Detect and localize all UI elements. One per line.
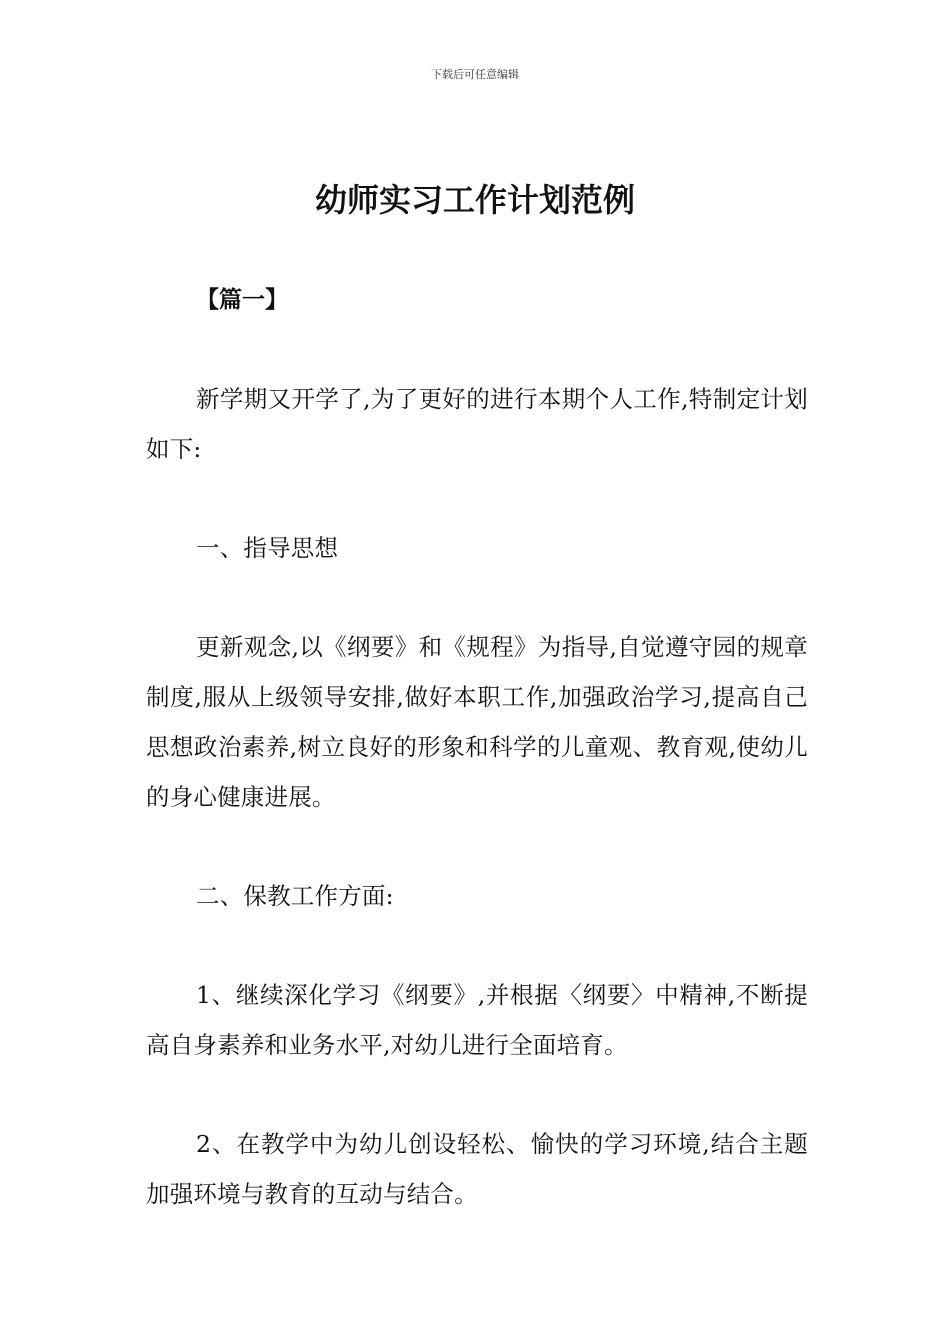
list-item-1: 1、继续深化学习《纲要》,并根据〈纲要〉中精神,不断提高自身素养和业务水平,对幼儿进行全面培育。 [146,981,808,1059]
guiding-thought-paragraph: 更新观念,以《纲要》和《规程》为指导,自觉遵守园的规章制度,服从上级领导安排,做好本职工作,加强政治学习,提高自己思想政治素养,树立良好的形象和科学的儿童观、教育观,使幼儿的身心健康进展。 [146,633,808,811]
heading-care-education: 二、保教工作方面: [196,882,394,910]
section-label: 【篇一】 [196,287,288,313]
intro-paragraph: 新学期又开学了,为了更好的进行本期个人工作,特制定计划如下: [146,385,808,463]
list-item-2: 2、在教学中为幼儿创设轻松、愉快的学习环境,结合主题加强环境与教育的互动与结合。 [146,1130,808,1208]
page-header-note: 下载后可任意编辑 [431,68,519,81]
document-title: 幼师实习工作计划范例 [314,181,635,219]
heading-guiding-thought: 一、指导思想 [196,534,339,562]
